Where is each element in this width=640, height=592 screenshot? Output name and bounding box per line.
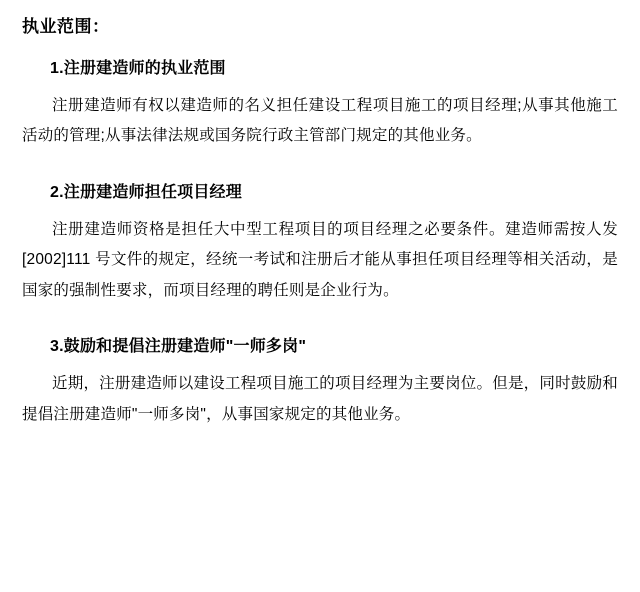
section-2-heading: 2.注册建造师担任项目经理 [50, 183, 242, 201]
section-1-paragraph-1: 注册建造师有权以建造师的名义担任建设工程项目施工的项目经理;从事其他施工活动的管理;从事法律法规或国务院行政主管部门规定的其他业务。 [22, 97, 618, 145]
section-1-heading: 1.注册建造师的执业范围 [50, 59, 226, 77]
section-2-paragraph-1: 注册建造师资格是担任大中型工程项目的项目经理之必要条件。建造师需按人发[2002]111 号文件的规定，经统一考试和注册后才能从事担任项目经理等相关活动，是国家的强制性要求，而项目经理的聘任则是企业行为。 [22, 221, 618, 299]
section-3-heading: 3.鼓励和提倡注册建造师"一师多岗" [50, 337, 307, 355]
section-1 [22, 56, 618, 152]
section-3 [22, 334, 618, 430]
section-2 [22, 180, 618, 306]
spacer-2 [22, 324, 618, 334]
section-3-paragraph-1: 近期，注册建造师以建设工程项目施工的项目经理为主要岗位。但是，同时鼓励和提倡注册建造师"一师多岗"，从事国家规定的其他业务。 [22, 375, 618, 423]
page-title: 执业范围： [22, 17, 110, 36]
spacer-1 [22, 170, 618, 180]
